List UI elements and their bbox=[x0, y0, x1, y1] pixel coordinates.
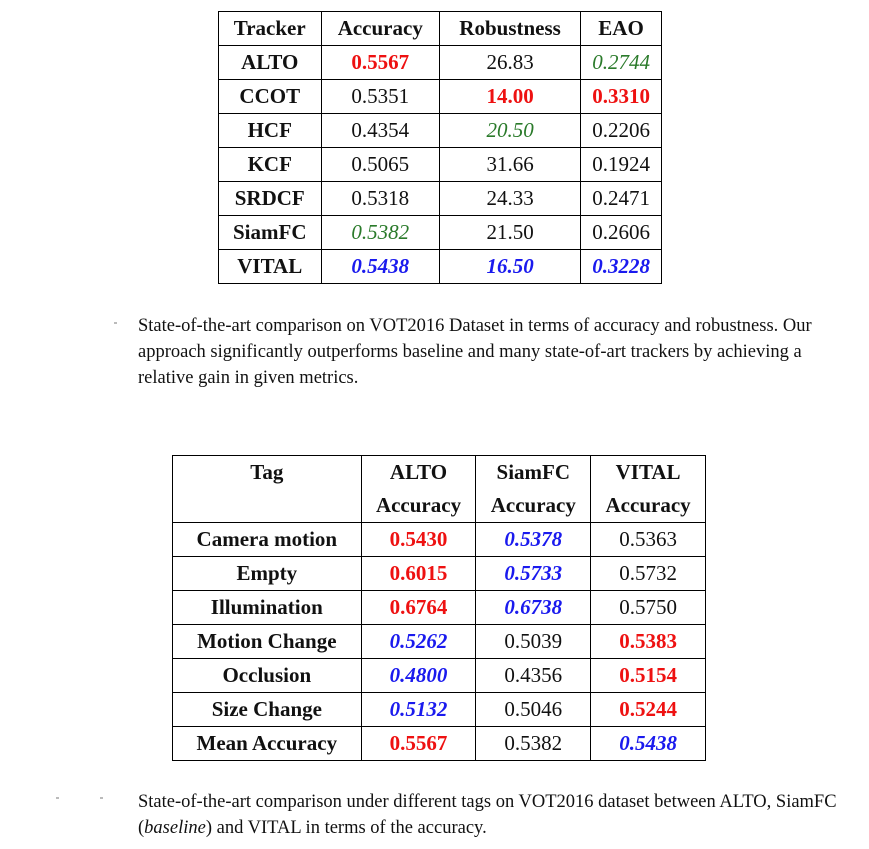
row-label: Illumination bbox=[173, 591, 362, 625]
table2-header-vital: VITAL bbox=[591, 456, 706, 490]
table-row bbox=[173, 659, 706, 693]
table2-caption-part3: ) and VITAL in terms of the accuracy. bbox=[205, 818, 487, 838]
table-cell: 0.5154 bbox=[591, 659, 706, 693]
tag-comparison-table bbox=[172, 455, 706, 761]
table-cell: 24.33 bbox=[440, 182, 581, 216]
table2-subheader-siamfc: Accuracy bbox=[476, 489, 591, 523]
table-cell: 0.5438 bbox=[591, 727, 706, 761]
table-row bbox=[219, 216, 662, 250]
table-cell: 0.5733 bbox=[476, 557, 591, 591]
table-row bbox=[173, 625, 706, 659]
row-label: CCOT bbox=[219, 80, 322, 114]
row-label: KCF bbox=[219, 148, 322, 182]
row-label: VITAL bbox=[219, 250, 322, 284]
table2-header-siamfc: SiamFC bbox=[476, 456, 591, 490]
table-cell: 0.6738 bbox=[476, 591, 591, 625]
table-cell: 0.2206 bbox=[581, 114, 662, 148]
table1-caption: State-of-the-art comparison on VOT2016 Dataset in terms of accuracy and robustness. Our approach significantly outperforms baseline and many state-of-art trackers by achieving a relative gain in given metrics. bbox=[138, 316, 812, 388]
table-row bbox=[219, 148, 662, 182]
table-cell: 0.5732 bbox=[591, 557, 706, 591]
table-cell: 0.5046 bbox=[476, 693, 591, 727]
table-row bbox=[173, 693, 706, 727]
row-label: SiamFC bbox=[219, 216, 322, 250]
table-cell: 0.5383 bbox=[591, 625, 706, 659]
table2-subheader-alto: Accuracy bbox=[361, 489, 476, 523]
table-cell: 0.4356 bbox=[476, 659, 591, 693]
table-cell: 0.6764 bbox=[361, 591, 476, 625]
row-label: Motion Change bbox=[173, 625, 362, 659]
table1-header-row bbox=[219, 12, 662, 46]
table1-header-tracker: Tracker bbox=[219, 12, 322, 46]
table-row bbox=[219, 114, 662, 148]
row-label: Mean Accuracy bbox=[173, 727, 362, 761]
table1-body bbox=[219, 46, 662, 284]
table-cell: 0.5065 bbox=[321, 148, 440, 182]
scan-speck bbox=[100, 797, 103, 799]
table-cell: 0.5382 bbox=[321, 216, 440, 250]
table-row bbox=[219, 182, 662, 216]
table-cell: 16.50 bbox=[440, 250, 581, 284]
table2-subheader-vital: Accuracy bbox=[591, 489, 706, 523]
table-cell: 0.2471 bbox=[581, 182, 662, 216]
table-cell: 0.5438 bbox=[321, 250, 440, 284]
row-label: Empty bbox=[173, 557, 362, 591]
table2-header-tag: Tag bbox=[173, 456, 362, 490]
table2-header-alto: ALTO bbox=[361, 456, 476, 490]
scan-speck bbox=[114, 322, 117, 324]
table-cell: 20.50 bbox=[440, 114, 581, 148]
table-cell: 0.5318 bbox=[321, 182, 440, 216]
vot2016-comparison-table bbox=[218, 11, 662, 284]
table2-subheader-blank bbox=[173, 489, 362, 523]
table-row bbox=[219, 46, 662, 80]
table-cell: 0.2744 bbox=[581, 46, 662, 80]
table-row bbox=[219, 80, 662, 114]
table-row bbox=[173, 591, 706, 625]
row-label: HCF bbox=[219, 114, 322, 148]
row-label: SRDCF bbox=[219, 182, 322, 216]
table-row bbox=[173, 727, 706, 761]
table-cell: 0.4800 bbox=[361, 659, 476, 693]
table-cell: 0.5750 bbox=[591, 591, 706, 625]
table2-header-row bbox=[173, 456, 706, 490]
table2-caption bbox=[138, 789, 858, 841]
table2-caption-part1: State-of-the-art comparison under different tags on VOT2016 dataset between ALTO, SiamFC ( bbox=[138, 792, 837, 838]
row-label: Occlusion bbox=[173, 659, 362, 693]
table2-subheader-row bbox=[173, 489, 706, 523]
table-cell: 0.5567 bbox=[321, 46, 440, 80]
table1-header-accuracy: Accuracy bbox=[321, 12, 440, 46]
table-cell: 0.6015 bbox=[361, 557, 476, 591]
table-cell: 0.5363 bbox=[591, 523, 706, 557]
table-cell: 0.5382 bbox=[476, 727, 591, 761]
table-cell: 0.4354 bbox=[321, 114, 440, 148]
scan-speck bbox=[56, 797, 59, 799]
table1-header-eao: EAO bbox=[581, 12, 662, 46]
row-label: ALTO bbox=[219, 46, 322, 80]
table-cell: 0.1924 bbox=[581, 148, 662, 182]
table-cell: 14.00 bbox=[440, 80, 581, 114]
table-cell: 26.83 bbox=[440, 46, 581, 80]
table-cell: 0.5039 bbox=[476, 625, 591, 659]
table-cell: 0.5567 bbox=[361, 727, 476, 761]
table1-header-robustness: Robustness bbox=[440, 12, 581, 46]
table-cell: 0.3310 bbox=[581, 80, 662, 114]
row-label: Camera motion bbox=[173, 523, 362, 557]
table-cell: 0.5244 bbox=[591, 693, 706, 727]
table-cell: 31.66 bbox=[440, 148, 581, 182]
table-row bbox=[219, 250, 662, 284]
table-cell: 0.5262 bbox=[361, 625, 476, 659]
table-row bbox=[173, 523, 706, 557]
table-cell: 0.5351 bbox=[321, 80, 440, 114]
table-cell: 0.5132 bbox=[361, 693, 476, 727]
table-cell: 0.3228 bbox=[581, 250, 662, 284]
table-row bbox=[173, 557, 706, 591]
row-label: Size Change bbox=[173, 693, 362, 727]
table-cell: 0.5430 bbox=[361, 523, 476, 557]
table-cell: 21.50 bbox=[440, 216, 581, 250]
table-cell: 0.5378 bbox=[476, 523, 591, 557]
table2-caption-emphasis: baseline bbox=[144, 818, 206, 838]
table2-body bbox=[173, 523, 706, 761]
table-cell: 0.2606 bbox=[581, 216, 662, 250]
